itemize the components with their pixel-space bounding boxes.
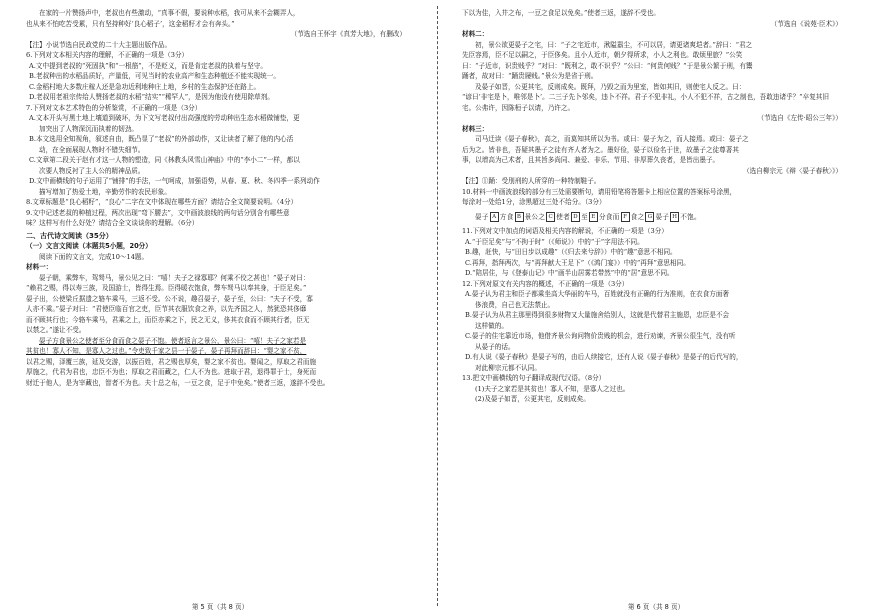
option-6d: D.老叔用老祖宗传给人赞扬老叔的水稻“结实”“稀罕人”，是因为他没有使用除草剂。 <box>29 93 274 101</box>
classical-text-line: 宅。公弗许，因陈桓子以请，乃许之。 <box>462 103 575 112</box>
option-7c-cont: 次要人物反衬了主人公的精神品质。 <box>39 166 145 175</box>
option-7a: A.文本开头写黑土地上壤道到破坏，为下文写老叔付出高强度的劳动种出生态水稻做铺垫，更 <box>29 114 300 122</box>
classical-text-line: 下以为佳，入井之布，一豆之食足以免矣。”使者三返，遂辞不受也。 <box>462 9 660 17</box>
text-segment: 至 <box>581 212 588 221</box>
source-citation: （选自柳宗元《辩〈晏子春秋〉》） <box>743 166 842 175</box>
section-heading: 二、古代诗文阅读（35分） <box>26 231 113 240</box>
annotation-note: 【注】①踊：受刖刑的人所穿的一种特制鞋子。 <box>462 177 601 185</box>
text-segment: 不饱。 <box>680 212 701 221</box>
classical-text-line: 司马迁读《晏子春秋》，高之，而莫知其所以为书。或曰：晏子为之，而人接焉。或曰：晏子之 <box>475 135 749 143</box>
page-5-column <box>26 8 414 388</box>
classical-text-line: 事，以增高为己术者，且其旨多尚同、兼爱、非乐、节用、非厚葬久丧者，是皆出墨子。 <box>462 156 720 164</box>
option-6a: A.文中提到老叔的“死固执”和“一根筋”，不是贬义，而是肯定老叔的执着与坚守。 <box>29 61 267 70</box>
passage-line: 也从来不怕吃苦受累，只有坚持种好‘良心稻子’，这金稻籽才会有奔头。” <box>26 19 235 28</box>
classical-text-line: 人亦不乘。”晏子对曰：“君使臣临百官之吏，臣节其衣服饮食之养，以先齐国之人，然犹恐其侈靡 <box>26 305 307 313</box>
classical-text-line: 曰：“子近市，识贵贱乎？”对曰：“既利之，敢不识乎？”公曰：“何贵何贱？”于是景公繁于刑，有鬻 <box>462 61 753 70</box>
translation-item-1: (1)夫子之家若是其贫也！寡人不知，是寡人之过也。 <box>475 384 630 393</box>
question-12: 12.下列对原文有关内容的概述，不正确的一项是（3分） <box>462 279 629 288</box>
question-11: 11.下列对文中加点的词语及相关内容的解说，不正确的一项是（3分） <box>462 227 668 235</box>
classical-text-line-underlined: 其贫也！寡人不知，是寡人之过也。”令吏致千家之县一于晏子，晏子再拜而辞曰：“婴之家不贫， <box>26 347 307 355</box>
break-box-b[interactable]: B <box>515 212 524 222</box>
question-6: 6.下列对文本相关内容的理解，不正确的一项是（3分） <box>26 51 189 59</box>
option-11d: D.“陪居住，与《登泰山记》中“画半山居雾若带然”中的“居”意思不同。 <box>465 269 674 277</box>
material-2-label: 材料二： <box>462 30 489 38</box>
classical-text-line: 厚施之，代君为君也，忠臣不为也；厚取之君而藏之，仁人不为也。进取于君，退得罪于士，身死而 <box>26 368 317 376</box>
question-13: 13.把文中画横线的句子翻译成现代汉语。（8分） <box>462 374 606 382</box>
sentence-break-boxes <box>475 212 850 223</box>
option-12c-cont: 从晏子的话。 <box>475 342 515 351</box>
classical-text-line: 先臣容焉，臣不足以嗣之，于臣侈矣。且小人近市，朝夕得所求，小人之利也。敢烦里旅？”公笑 <box>462 51 743 59</box>
text-segment: 方食 <box>499 212 514 221</box>
option-7d: D.文中画横线的句子运用了“铺排”的手法，一气呵成，加强语势，从春、夏、秋、冬四季一系列动作 <box>29 177 320 185</box>
question-7: 7.下列对文本艺术特色的分析鉴赏，不正确的一项是（3分） <box>26 103 202 112</box>
option-7d-cont: 描写增加了热爱土地，辛勤劳作的农民形象。 <box>39 187 171 196</box>
classical-text-line: 晏子朝，乘弊车，驾驽马，景公见之曰：“嘻！夫子之禄寡耶？何乘不佼之甚也！”晏子对曰： <box>39 273 310 282</box>
classical-text-line: 后为之。皆非也，吾疑其墨子之徒有齐人者为之。墨好俭，晏子以俭名于世，故墨子之徒尊著其 <box>462 145 739 154</box>
option-12d-cont: 对此柳宗元都不认同。 <box>475 363 541 372</box>
page-6-column <box>462 8 850 405</box>
material-3-label: 材料三： <box>462 124 489 133</box>
classical-text-line: 以君之赐，泽覆三族，延及交游，以振百姓，君之赐也厚矣，婴之家不贫也。婴闻之，厚取之君而施 <box>26 357 317 366</box>
question-9-cont: 味？这样写有什么好处？请结合全文谈谈你的理解。（6分） <box>26 219 199 227</box>
text-segment: 景公之 <box>524 212 546 221</box>
question-9: 9.文中记述老叔的种植过程，两次出现“弯下腰去”，文中画波浪线的两句话分别含有哪些意 <box>26 208 290 217</box>
passage-line: 在家的一片赞扬声中，老叔也有些激动，“真事不假，要说种水稻，我可从来不会糊弄人， <box>39 9 300 17</box>
option-7a-cont: 加突出了人物深沉而执着的韧劲。 <box>39 124 138 133</box>
option-12b: B.晏子认为从君主那里得到很多财物又大量施舍给别人，这就是代替君主施恩，忠臣是不会 <box>465 311 730 319</box>
translation-item-2: (2)及晏子如晋，公更其宅，反则成矣。 <box>475 395 590 403</box>
option-11b: B.趣，赶快，与“田日步以成趣”（《归去来兮辞》）中的“趣”意思不相同。 <box>465 248 677 256</box>
source-citation: （节选自《说苑·臣术》） <box>770 19 842 28</box>
subsection-heading: （一）文言文阅读（本题共5小题，20分） <box>26 242 152 250</box>
reading-instruction: 阅读下面的文言文，完成10～14题。 <box>39 252 149 261</box>
page-divider <box>437 6 438 606</box>
classical-text-line: 而不顾其行也；今辂车乘马，君乘之上，而臣亦乘之下，民之无义，侈其衣食而不顾其行者，臣无 <box>26 315 310 324</box>
break-box-f[interactable]: F <box>621 212 630 222</box>
text-segment: 晏子 <box>475 212 489 221</box>
classical-text-line: 踊者，故对曰：“踊贵屦贱。”景公为是省于刑。 <box>462 72 598 80</box>
classical-text-line: “谚曰‘非宅是卜，唯邻是卜’。二三子先卜邻矣，违卜不祥。君子不犯非礼，小人不犯不祥，古之制也，吾敢违诸乎？”卒复其旧 <box>462 93 829 101</box>
classical-text-line: 初，景公欲更晏子之宅，曰：“子之宅近市，湫隘嚣尘，不可以居，请更诸爽垲者。”辞曰：“君之 <box>475 40 753 49</box>
break-box-c[interactable]: C <box>546 212 555 222</box>
option-12d: D.有人说《晏子春秋》是晏子写的，由后人续接它，还有人说《晏子春秋》是晏子的后代写的， <box>465 353 743 361</box>
option-12b-cont: 这样做的。 <box>475 321 508 330</box>
classical-text-line: 以禁之。”遂让不受。 <box>26 326 86 334</box>
option-7c: C.文章第二段关于赵有才这一人物的塑造，同《林教头风雪山神庙》中的“李小二”一样，都以 <box>29 156 300 164</box>
annotation-note: 【注】小说节选自民政党的二十大主题出版作品。 <box>26 40 172 49</box>
option-12a-cont: 侈浪费，自己也无法禁止。 <box>475 300 555 309</box>
break-box-h[interactable]: H <box>672 213 678 220</box>
classical-text-line: 及晏子如晋，公更其宅，反则成矣。既拜，乃毁之而为里室，皆如其旧，则使宅人反之。曰： <box>475 82 746 91</box>
text-segment: 晏子 <box>655 212 670 221</box>
text-segment: 分食而 <box>598 212 620 221</box>
question-10: 10.材料一中画波浪线的部分有三处需要断句，请用铅笔将答题卡上相应位置的答案标号涂黑， <box>462 187 737 196</box>
option-6b: B.老叔种出的水稻品质好，产量低，可见当时的农业高产和生态种植还不能实现统一。 <box>29 72 280 80</box>
option-11c: C.再拜，指拜两次，与“再拜献大王足下”（《鸿门宴》）中的“再拜”意思相同。 <box>465 258 690 267</box>
option-12c: C.晏子的住宅靠近市场，他借齐景公询问物价贵贱的机会，进行劝谏，齐景公很生气，没有听 <box>465 332 736 340</box>
material-1-label: 材料一： <box>26 263 53 271</box>
text-segment: 食之 <box>630 212 645 221</box>
option-7b-cont: 动，在全面展现人物时不错失细节。 <box>39 145 145 154</box>
page-6-footer: 第 6 页（共 8 页） <box>627 603 685 611</box>
break-box-d[interactable]: D <box>571 212 580 222</box>
option-6c: C.金稻村地大多数庄稼人还是急功近利地种庄上地，乡村的生态保护还在路上。 <box>29 82 261 91</box>
option-11a: A.“于臣足矣”与“不拘于时”（《师说》）中的“于”字用法不同。 <box>465 237 644 246</box>
classical-text-line: 晏子出，公使梁丘据遗之辂车乘马，三返不受。公不说，趣召晏子，晏子至，公曰：“夫子不受，寡 <box>26 294 313 303</box>
question-8: 8.文章标题是“良心稻籽”，“良心”二字在文中体现在哪些方面？请结合全文简要说明。（4分） <box>26 198 298 206</box>
question-10-cont: 每涂对一处给1分，涂黑超过三处不给分。（3分） <box>462 198 606 206</box>
text-segment: 使者 <box>556 212 571 221</box>
break-box-e[interactable]: E <box>589 212 598 222</box>
break-box-g[interactable]: G <box>645 212 654 222</box>
page-5-footer: 第 5 页（共 8 页） <box>191 603 249 611</box>
classical-text-line: “赖君之赐，得以寿三族，及国游士，皆得生焉。臣得暖衣饱食，弊车驽马以奉其身，于臣足矣。” <box>26 284 307 292</box>
option-12a: A.晏子认为君主和臣子都乘坐高大华丽的车马，百姓就没有正确的行为准则，在衣食方面奢 <box>465 290 730 298</box>
source-citation: （节选自王怀宇《真芳大地》，有删改） <box>290 30 406 38</box>
option-7b: B.本文选用全知视角，叙述自由，既凸显了“老叔”的外部动作，又让读者了解了他的内心活 <box>29 135 294 143</box>
break-box-a[interactable]: A <box>490 212 499 222</box>
classical-text-line: 财迁于他人，是为宰藏也，智者不为也。夫十总之布，一豆之食，足于中免矣。”使者三返，遂辞不受也。 <box>26 378 330 387</box>
classical-text-line-underlined: 晏子方食景公之使者至分食而食之晏子不饱。使者返言之景公，景公曰：“嘻！夫子之家若是 <box>39 336 307 345</box>
source-citation: （节选自《左传·昭公三年》） <box>757 114 842 122</box>
